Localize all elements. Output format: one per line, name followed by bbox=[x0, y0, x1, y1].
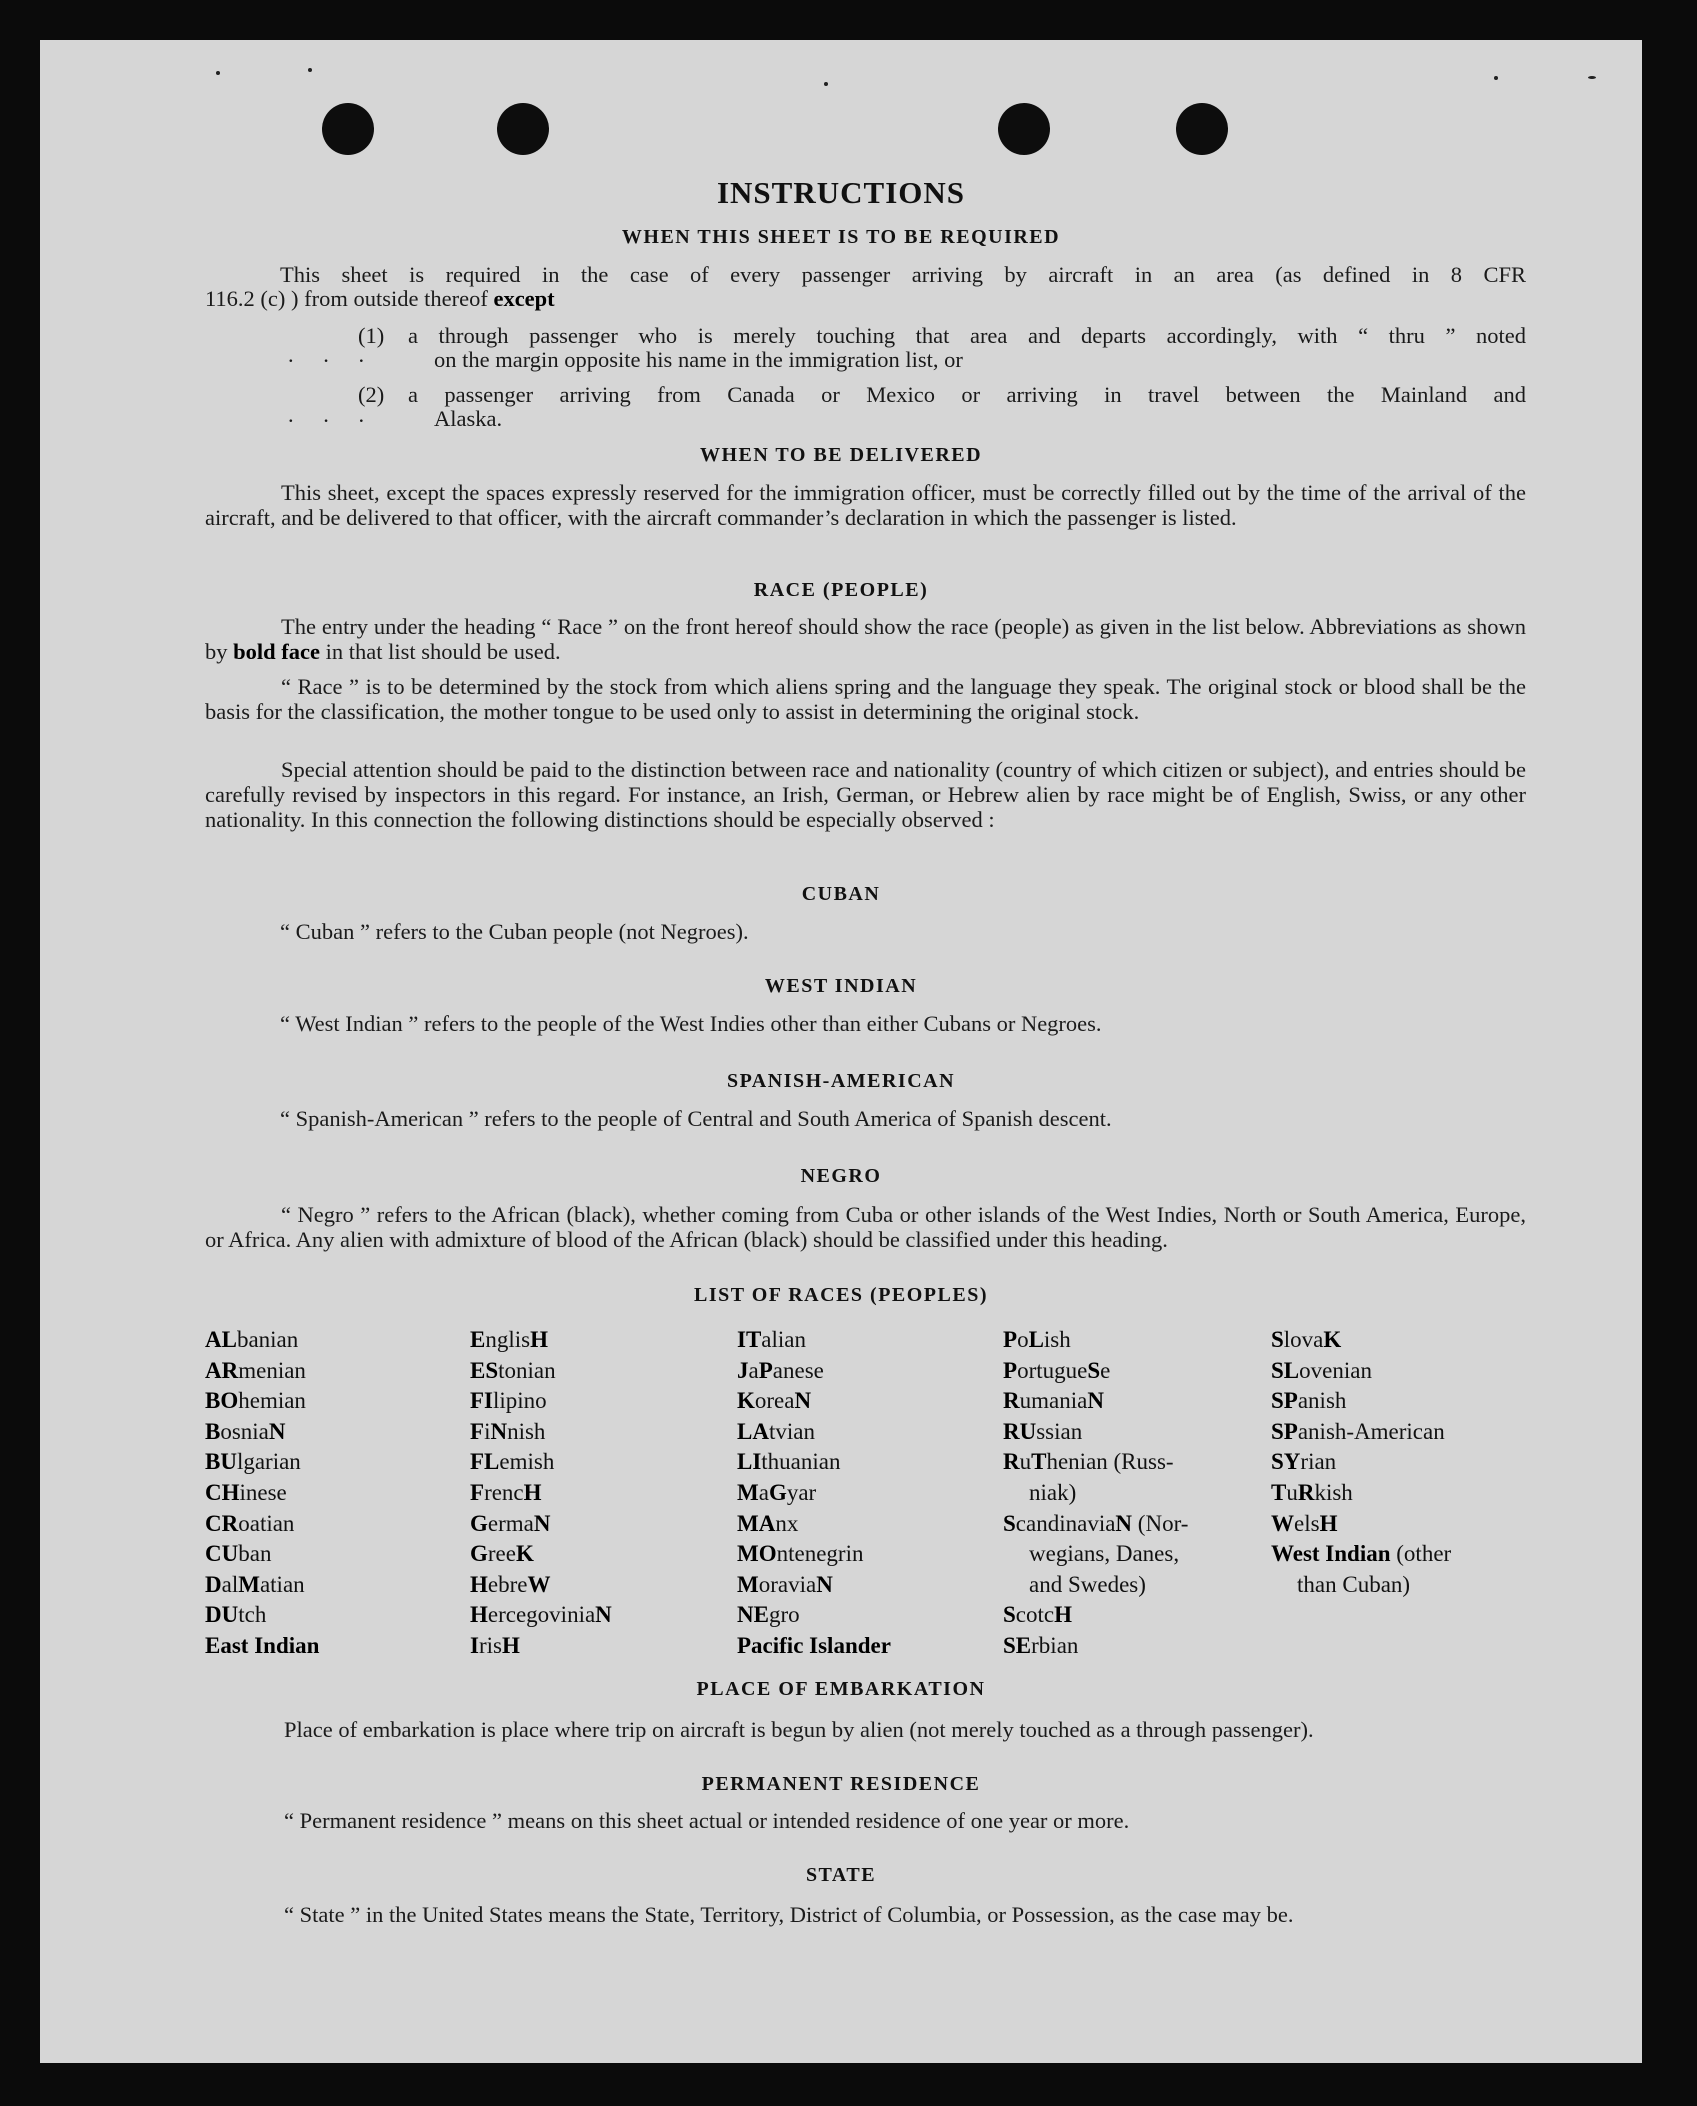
race-abbreviation: W bbox=[1271, 1510, 1294, 1536]
spanish-american-text: “ Spanish-American ” refers to the people of Central and South America of Spanish descent. bbox=[280, 1106, 1112, 1131]
race-abbreviation: DU bbox=[205, 1602, 239, 1628]
race-list-entry: than Cuban) bbox=[1297, 1571, 1411, 1597]
race-abbreviation: SP bbox=[1271, 1418, 1298, 1444]
race-list-entry bbox=[1003, 1447, 1188, 1478]
race-p1-b: in that list should be used. bbox=[325, 639, 561, 664]
section-heading-list-of-races: LIST OF RACES (PEOPLES) bbox=[693, 1284, 988, 1306]
race-list-entry bbox=[1271, 1325, 1451, 1356]
race-name-part: els bbox=[1294, 1510, 1320, 1536]
race-name-part: renc bbox=[484, 1479, 524, 1505]
race-name-part: ovenian bbox=[1299, 1357, 1372, 1383]
speck bbox=[1494, 76, 1498, 80]
race-name-part: o bbox=[1017, 1327, 1029, 1352]
punch-hole bbox=[322, 103, 374, 155]
speck bbox=[1588, 76, 1596, 79]
race-name-part: cotc bbox=[1015, 1602, 1055, 1628]
race-abbreviation: East Indian bbox=[205, 1632, 320, 1658]
race-name-part: oravia bbox=[758, 1571, 817, 1597]
race-abbreviation: R bbox=[1003, 1388, 1020, 1414]
section-heading-embarkation: PLACE OF EMBARKATION bbox=[696, 1678, 986, 1700]
race-list-entry bbox=[470, 1631, 612, 1662]
race-abbreviation: G bbox=[470, 1541, 488, 1567]
race-list-entry bbox=[1271, 1386, 1451, 1417]
race-name-part: ercegovinia bbox=[487, 1602, 596, 1628]
race-abbreviation: L bbox=[1028, 1327, 1044, 1352]
race-name-part: thuanian bbox=[761, 1449, 841, 1475]
when-delivered-text: This sheet, except the spaces expressly reserved for the immigration officer, must be correctly filled out by the time of the arrival of the aircraft, and be delivered to that officer, with the aircraft commander’s declaration in which the passenger is listed. bbox=[205, 480, 1526, 530]
race-list-entry bbox=[737, 1356, 891, 1387]
race-abbreviation: LA bbox=[737, 1418, 769, 1444]
race-name-part: u bbox=[1286, 1479, 1298, 1505]
speck bbox=[308, 68, 312, 72]
race-list-entry bbox=[737, 1539, 891, 1570]
race-abbreviation: M bbox=[737, 1479, 759, 1505]
section-heading-state: STATE bbox=[805, 1864, 877, 1886]
race-name-part: ris bbox=[478, 1632, 502, 1658]
race-list-entry bbox=[1003, 1600, 1188, 1631]
section-heading-spanish-american: SPANISH-AMERICAN bbox=[726, 1070, 956, 1092]
race-name-part: (other bbox=[1390, 1541, 1452, 1567]
race-abbreviation: H bbox=[470, 1602, 488, 1628]
race-list-entry: niak) bbox=[1029, 1479, 1077, 1505]
punch-hole bbox=[497, 103, 549, 155]
race-list-entry bbox=[737, 1570, 891, 1601]
race-abbreviation: H bbox=[1054, 1602, 1072, 1628]
speck bbox=[824, 82, 828, 86]
item-1-line-2: on the margin opposite his name in the immigration list, or bbox=[434, 347, 963, 372]
race-abbreviation: ES bbox=[470, 1357, 499, 1383]
race-abbreviation: LI bbox=[737, 1449, 762, 1475]
section-heading-cuban: CUBAN bbox=[801, 883, 881, 905]
race-abbreviation: MO bbox=[737, 1541, 777, 1567]
race-abbreviation: AR bbox=[205, 1357, 239, 1383]
section-heading-when-delivered: WHEN TO BE DELIVERED bbox=[699, 444, 983, 466]
race-abbreviation: I bbox=[470, 1632, 479, 1658]
race-abbreviation: S bbox=[1087, 1357, 1101, 1383]
race-abbreviation: Pacific Islander bbox=[737, 1632, 891, 1658]
race-name-part: nglis bbox=[485, 1327, 531, 1352]
race-abbreviation: K bbox=[737, 1388, 755, 1414]
race-name-part: al bbox=[221, 1571, 239, 1597]
section-heading-west-indian: WEST INDIAN bbox=[764, 975, 918, 997]
race-name-part: ish bbox=[1043, 1327, 1071, 1352]
race-abbreviation: H bbox=[523, 1479, 542, 1505]
race-list-entry bbox=[737, 1447, 891, 1478]
race-abbreviation: SL bbox=[1271, 1357, 1300, 1383]
race-abbreviation: N bbox=[268, 1418, 286, 1444]
race-abbreviation: SE bbox=[1003, 1632, 1032, 1658]
race-list-entry bbox=[205, 1631, 319, 1662]
race-list-entry bbox=[1003, 1509, 1188, 1540]
race-abbreviation: N bbox=[1115, 1510, 1133, 1536]
race-abbreviation: R bbox=[1003, 1449, 1020, 1475]
race-list-entry bbox=[1271, 1417, 1451, 1448]
race-name-part: banian bbox=[236, 1327, 299, 1352]
race-name-part: orea bbox=[754, 1388, 795, 1414]
race-name-part: emish bbox=[499, 1449, 555, 1475]
document-page bbox=[40, 40, 1642, 2063]
race-list-entry bbox=[205, 1447, 319, 1478]
race-list-entry bbox=[470, 1386, 612, 1417]
race-name-part: lgarian bbox=[236, 1449, 301, 1475]
race-abbreviation: T bbox=[1031, 1449, 1047, 1475]
race-abbreviation: N bbox=[533, 1510, 551, 1536]
punch-hole bbox=[998, 103, 1050, 155]
race-list-entry bbox=[205, 1600, 319, 1631]
race-abbreviation: M bbox=[238, 1571, 260, 1597]
race-abbreviation: N bbox=[816, 1571, 833, 1597]
race-name-part: menian bbox=[238, 1357, 306, 1383]
race-list-entry bbox=[470, 1509, 612, 1540]
race-name-part: ban bbox=[238, 1541, 272, 1567]
race-abbreviation: S bbox=[1003, 1510, 1016, 1536]
race-abbreviation: NE bbox=[737, 1602, 769, 1628]
race-abbreviation: D bbox=[205, 1571, 222, 1597]
state-text: “ State ” in the United States means the State, Territory, District of Columbia, or Possession, as the case may be. bbox=[284, 1902, 1294, 1927]
race-list-entry bbox=[1271, 1509, 1451, 1540]
race-list-entry bbox=[470, 1570, 612, 1601]
race-abbreviation: SY bbox=[1271, 1449, 1301, 1475]
leader-dots: . . . bbox=[288, 342, 377, 367]
race-list-entry bbox=[205, 1356, 319, 1387]
race-abbreviation: P bbox=[758, 1357, 773, 1383]
race-abbreviation: CU bbox=[205, 1541, 239, 1567]
race-list-entry bbox=[737, 1631, 891, 1662]
race-name-part: ssian bbox=[1036, 1418, 1083, 1444]
race-name-part: candinavia bbox=[1015, 1510, 1116, 1536]
race-list-entry bbox=[1003, 1417, 1188, 1448]
race-list-entry bbox=[1271, 1356, 1451, 1387]
race-name-part: alian bbox=[761, 1327, 806, 1352]
race-list-entry bbox=[737, 1478, 891, 1509]
race-list-entry bbox=[205, 1386, 319, 1417]
intro-cont-text: 116.2 (c) ) from outside thereof bbox=[205, 286, 488, 311]
race-name-part: tvian bbox=[768, 1418, 815, 1444]
race-list-entry bbox=[737, 1600, 891, 1631]
when-required-intro: This sheet is required in the case of every passenger arriving by aircraft in an area (as defined in 8 CFR bbox=[280, 262, 1526, 287]
race-abbreviation: N bbox=[595, 1602, 612, 1628]
race-name-part: atian bbox=[259, 1571, 305, 1597]
race-name-part: oatian bbox=[238, 1510, 295, 1536]
race-list-entry bbox=[737, 1386, 891, 1417]
race-abbreviation: West Indian bbox=[1271, 1541, 1391, 1567]
item-1-line-1: a through passenger who is merely touching that area and departs accordingly, with “ thru ” noted bbox=[408, 323, 1526, 348]
race-abbreviation: N bbox=[1087, 1388, 1104, 1414]
race-name-part: (Nor- bbox=[1132, 1510, 1189, 1536]
race-abbreviation: FI bbox=[470, 1388, 493, 1414]
race-abbreviation: S bbox=[1003, 1602, 1016, 1628]
race-abbreviation: N bbox=[490, 1418, 508, 1444]
item-1-number: (1) bbox=[358, 323, 385, 348]
section-heading-race: RACE (PEOPLE) bbox=[753, 579, 929, 601]
item-2-line-1: a passenger arriving from Canada or Mexico or arriving in travel between the Mainland and bbox=[408, 382, 1526, 407]
cuban-text: “ Cuban ” refers to the Cuban people (not Negroes). bbox=[280, 919, 749, 944]
race-abbreviation: H bbox=[501, 1632, 520, 1658]
race-abbreviation: M bbox=[737, 1571, 759, 1597]
race-name-part: inese bbox=[239, 1479, 287, 1505]
race-name-part: ortugue bbox=[1017, 1357, 1088, 1383]
race-abbreviation: T bbox=[1271, 1479, 1287, 1505]
race-name-part: u bbox=[1019, 1449, 1032, 1475]
race-abbreviation: E bbox=[470, 1327, 486, 1352]
race-abbreviation: F bbox=[470, 1418, 485, 1444]
race-list-entry bbox=[205, 1539, 319, 1570]
intro-except: except bbox=[493, 286, 555, 311]
race-abbreviation: W bbox=[527, 1571, 551, 1597]
race-name-part: gro bbox=[768, 1602, 800, 1628]
race-abbreviation: AL bbox=[205, 1327, 237, 1352]
race-p1-a: The entry under the heading “ Race ” on the front hereof should show the race (people) as given in the list below. Abbreviations as shown by bbox=[205, 614, 1526, 664]
race-abbreviation: MA bbox=[737, 1510, 776, 1536]
speck bbox=[216, 71, 220, 75]
race-abbreviation: B bbox=[205, 1418, 221, 1444]
race-name-part: lipino bbox=[493, 1388, 547, 1414]
negro-text: “ Negro ” refers to the African (black), whether coming from Cuba or other islands of the West Indies, North or South America, Europe, or Africa. Any alien with admixture of blood of the African (black) should be classified under this heading. bbox=[205, 1202, 1526, 1252]
race-abbreviation: H bbox=[470, 1571, 488, 1597]
race-abbreviation: K bbox=[515, 1541, 534, 1567]
race-list-entry bbox=[470, 1478, 612, 1509]
race-name-part: ebre bbox=[487, 1571, 528, 1597]
race-list-entry bbox=[205, 1509, 319, 1540]
race-name-part: a bbox=[748, 1357, 759, 1383]
race-name-part: nish bbox=[507, 1418, 546, 1444]
race-name-part: tch bbox=[238, 1602, 267, 1628]
race-name-part: henian (Russ- bbox=[1046, 1449, 1174, 1475]
race-abbreviation: FL bbox=[470, 1449, 500, 1475]
race-abbreviation: BO bbox=[205, 1388, 239, 1414]
race-list-entry bbox=[205, 1325, 319, 1356]
race-name-part: a bbox=[758, 1479, 769, 1505]
race-name-part: hemian bbox=[238, 1388, 306, 1414]
residence-text: “ Permanent residence ” means on this sheet actual or intended residence of one year or more. bbox=[284, 1808, 1130, 1833]
race-list-entry bbox=[737, 1325, 891, 1356]
race-abbreviation: H bbox=[530, 1327, 548, 1352]
race-list-entry bbox=[205, 1570, 319, 1601]
race-list-entry bbox=[737, 1417, 891, 1448]
race-name-part: tonian bbox=[498, 1357, 556, 1383]
race-list-entry: wegians, Danes, bbox=[1029, 1541, 1180, 1567]
race-abbreviation: H bbox=[1319, 1510, 1338, 1536]
race-name-part: yar bbox=[786, 1479, 817, 1505]
race-list-column-1 bbox=[205, 1325, 319, 1662]
race-list-entry bbox=[470, 1417, 612, 1448]
race-list-entry bbox=[1003, 1356, 1188, 1387]
race-abbreviation: CH bbox=[205, 1479, 240, 1505]
race-list-entry bbox=[1271, 1539, 1451, 1570]
leader-dots: . . . bbox=[288, 402, 377, 427]
race-abbreviation: SP bbox=[1271, 1388, 1298, 1414]
race-list-entry bbox=[205, 1478, 319, 1509]
race-name-part: anese bbox=[772, 1357, 824, 1383]
race-paragraph-3: Special attention should be paid to the distinction between race and nationality (country of which citizen or subject), and entries should be carefully revised by inspectors in this regard. For instance, an Irish, German, or Hebrew alien by race might be of English, Swiss, or any other nationality. In this connection the following distinctions should be especially observed : bbox=[205, 757, 1526, 832]
item-2-number: (2) bbox=[358, 382, 385, 407]
race-list-entry bbox=[470, 1600, 612, 1631]
race-list-entry bbox=[205, 1417, 319, 1448]
race-abbreviation: G bbox=[470, 1510, 488, 1536]
embarkation-text: Place of embarkation is place where trip on aircraft is begun by alien (not merely touched as a through passenger). bbox=[284, 1717, 1314, 1742]
race-list-column-5 bbox=[1271, 1325, 1451, 1600]
race-name-part: anish bbox=[1297, 1388, 1347, 1414]
race-list-entry bbox=[737, 1509, 891, 1540]
race-name-part: rbian bbox=[1031, 1632, 1079, 1658]
race-p1-bold: bold face bbox=[233, 639, 320, 664]
race-name-part: lova bbox=[1283, 1327, 1324, 1352]
race-abbreviation: P bbox=[1003, 1357, 1018, 1383]
item-2-line-2: Alaska. bbox=[434, 406, 503, 431]
race-list-entry bbox=[470, 1539, 612, 1570]
race-name-part: nx bbox=[775, 1510, 799, 1536]
race-abbreviation: R bbox=[1297, 1479, 1315, 1505]
race-name-part: osnia bbox=[220, 1418, 269, 1444]
race-abbreviation: N bbox=[794, 1388, 812, 1414]
race-list-entry bbox=[470, 1356, 612, 1387]
west-indian-text: “ West Indian ” refers to the people of the West Indies other than either Cubans or Negroes. bbox=[280, 1011, 1102, 1036]
race-list-entry bbox=[470, 1325, 612, 1356]
race-name-part: erma bbox=[487, 1510, 534, 1536]
section-heading-residence: PERMANENT RESIDENCE bbox=[701, 1773, 981, 1795]
section-heading-when-required: WHEN THIS SHEET IS TO BE REQUIRED bbox=[621, 226, 1061, 248]
race-abbreviation: S bbox=[1271, 1327, 1284, 1352]
race-list-column-2 bbox=[470, 1325, 612, 1662]
race-abbreviation: K bbox=[1323, 1327, 1342, 1352]
race-abbreviation: CR bbox=[205, 1510, 239, 1536]
race-list-entry bbox=[1271, 1447, 1451, 1478]
race-paragraph-2: “ Race ” is to be determined by the stock from which aliens spring and the language they speak. The original stock or blood shall be the basis for the classification, the mother tongue to be used only to assist in determining the original stock. bbox=[205, 674, 1526, 724]
race-name-part: rian bbox=[1300, 1449, 1337, 1475]
race-abbreviation: P bbox=[1003, 1327, 1018, 1352]
race-name-part: ree bbox=[487, 1541, 516, 1567]
race-list-column-4 bbox=[1003, 1325, 1188, 1662]
race-list-entry: and Swedes) bbox=[1029, 1571, 1146, 1597]
race-name-part: anish-American bbox=[1297, 1418, 1445, 1444]
race-name-part: ntenegrin bbox=[776, 1541, 864, 1567]
race-abbreviation: IT bbox=[737, 1327, 762, 1352]
race-abbreviation: BU bbox=[205, 1449, 237, 1475]
race-list-entry bbox=[1003, 1386, 1188, 1417]
race-name-part: i bbox=[484, 1418, 491, 1444]
when-required-intro-cont bbox=[205, 286, 555, 311]
race-name-part: kish bbox=[1314, 1479, 1353, 1505]
race-abbreviation: J bbox=[737, 1357, 749, 1383]
section-heading-negro: NEGRO bbox=[800, 1165, 882, 1187]
race-abbreviation: F bbox=[470, 1479, 485, 1505]
race-name-part: e bbox=[1100, 1357, 1111, 1383]
race-list-entry bbox=[1003, 1325, 1188, 1356]
race-list-entry bbox=[470, 1447, 612, 1478]
race-abbreviation: G bbox=[768, 1479, 787, 1505]
race-list-entry bbox=[1271, 1478, 1451, 1509]
punch-hole bbox=[1176, 103, 1228, 155]
race-paragraph-1 bbox=[205, 614, 1526, 664]
race-list-column-3 bbox=[737, 1325, 891, 1662]
race-abbreviation: RU bbox=[1003, 1418, 1037, 1444]
race-name-part: umania bbox=[1019, 1388, 1088, 1414]
page-title: INSTRUCTIONS bbox=[716, 175, 965, 210]
race-list-entry bbox=[1003, 1631, 1188, 1662]
